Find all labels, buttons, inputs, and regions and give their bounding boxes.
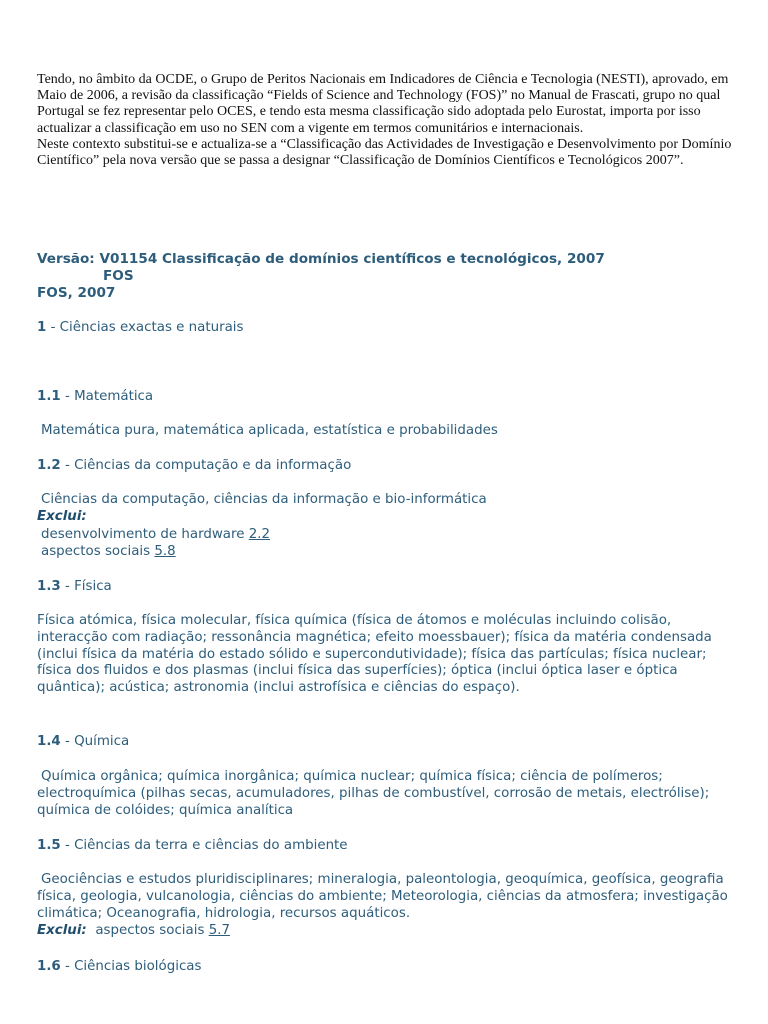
exclui-label: Exclui: xyxy=(37,923,87,938)
section-title: - Matemática xyxy=(60,389,154,404)
section-heading-1-4 xyxy=(37,734,129,749)
section-title: - Ciências da terra e ciências do ambiente xyxy=(60,838,348,853)
intro-paragraph-1: Tendo, no âmbito da OCDE, o Grupo de Peritos Nacionais em Indicadores de Ciência e Tecnologia (NESTI), aprovado, em Maio de 2006, a revisão da classificação “Fields of Science and Technology (FOS)” no Manual de Frascati, grupo no qual Portugal se fez representar pelo OCES, e tendo esta mesma classificação sido adoptada pelo Eurostat, importa por isso actualizar a classificação em uso no SEN com a vigente em termos comunitários e internacionais. xyxy=(37,72,729,136)
cross-reference-link[interactable]: 5.8 xyxy=(154,544,176,559)
intro-paragraph-2: Neste contexto substitui-se e actualiza-se a “Classificação das Actividades de Investigação e Desenvolvimento por Domínio Científico” pela nova versão que se passa a designar “Classificação de Domínios Científicos e Tecnológicos 2007”. xyxy=(37,136,732,169)
section-code: 1.3 xyxy=(37,579,61,594)
section-code: 1.2 xyxy=(37,458,61,473)
section-heading-1-5 xyxy=(37,838,348,853)
exclui-label: Exclui: xyxy=(37,509,87,524)
section-heading-1-1 xyxy=(37,389,153,404)
exclusion-item xyxy=(41,544,741,561)
section-description-1-2: Ciências da computação, ciências da informação e bio-informática xyxy=(41,492,487,507)
exclusion-item xyxy=(41,527,741,544)
intro-text xyxy=(37,72,737,169)
section-title: - Ciências biológicas xyxy=(60,959,202,974)
cross-reference-link[interactable]: 2.2 xyxy=(248,527,271,542)
section-code: 1 xyxy=(37,320,47,335)
version-line-1: Versão: V01154 Classificação de domínios científicos e tecnológicos, 2007 xyxy=(37,251,605,267)
section-code: 1.6 xyxy=(37,959,61,974)
section-heading-1-6 xyxy=(37,959,202,974)
section-description-1-3: Física atómica, física molecular, física química (física de átomos e moléculas incluindo colisão, interacção com radiação; ressonância magnética; efeito moessbauer); física da matéria condensada (inclui física da matéria do estado sólido e supercondutividade); física das partículas; física nuclear; física dos fluidos e dos plasmas (inclui física das superfícies); óptica (inclui óptica laser e óptica quântica); acústica; astronomia (inclui astrofísica e ciências do espaço). xyxy=(37,613,712,696)
section-description-1-4: Química orgânica; química inorgânica; química nuclear; química física; ciência de polímeros; electroquímica (pilhas secas, acumuladores, pilhas de combustível, corrosão de metais, electrólise); química de colóides; química analítica xyxy=(37,769,710,818)
section-title: - Ciências da computação e da informação xyxy=(60,458,352,473)
section-title: - Química xyxy=(60,734,130,749)
section-heading-1-3 xyxy=(37,579,112,594)
section-heading-1-2 xyxy=(37,458,351,473)
exclusion-text: desenvolvimento de hardware xyxy=(41,527,249,542)
section-title: - Física xyxy=(60,579,112,594)
cross-reference-link[interactable]: 5.7 xyxy=(208,923,230,938)
version-line-2: FOS xyxy=(103,268,134,284)
section-code: 1.5 xyxy=(37,838,61,853)
section-code: 1.1 xyxy=(37,389,61,404)
version-title xyxy=(37,251,605,302)
section-description-1-5: Geociências e estudos pluridisciplinares; mineralogia, paleontologia, geoquímica, geofísica, geografia física, geologia, vulcanologia, ciências do ambiente; Meteorologia, ciências da atmosfera; investigação climática; Oceanografia, hidrologia, recursos aquáticos. xyxy=(37,872,728,921)
section-title: - Ciências exactas e naturais xyxy=(46,320,244,335)
section-description-1-1: Matemática pura, matemática aplicada, estatística e probabilidades xyxy=(41,423,498,438)
section-code: 1.4 xyxy=(37,734,61,749)
exclusion-text: aspectos sociais xyxy=(95,923,209,938)
exclusion-text: aspectos sociais xyxy=(41,544,155,559)
section-heading-1 xyxy=(37,320,244,335)
exclusion-item xyxy=(37,923,737,940)
version-line-3: FOS, 2007 xyxy=(37,285,116,301)
